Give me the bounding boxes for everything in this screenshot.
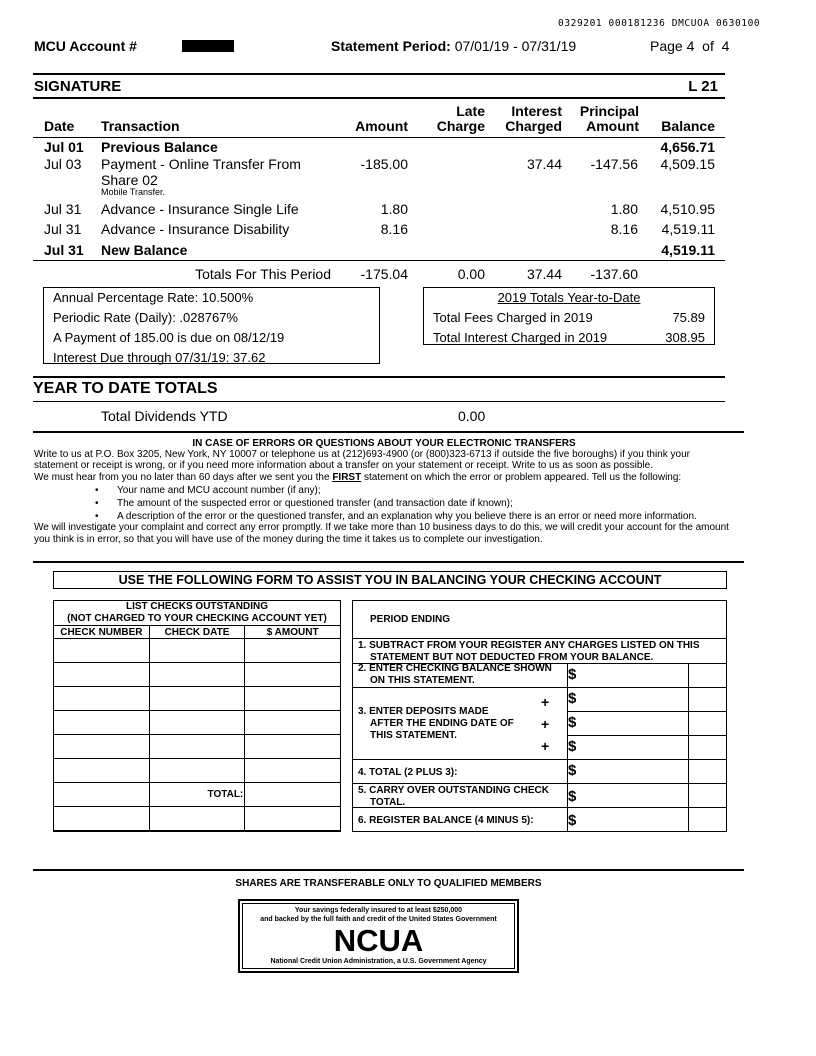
divider	[567, 711, 727, 712]
divider	[33, 137, 725, 138]
divider	[33, 561, 744, 563]
row-interest: 37.44	[526, 156, 562, 172]
row-transaction: Advance - Insurance Disability	[101, 221, 290, 237]
dollar-sign: $	[568, 788, 577, 805]
plus-sign: +	[541, 716, 550, 732]
totals-principal: -137.60	[590, 266, 638, 282]
row-transaction: New Balance	[101, 242, 188, 258]
divider	[352, 687, 567, 688]
divider	[567, 735, 727, 736]
ytd-box-title: 2019 Totals Year-to-Date	[497, 290, 641, 305]
check-number-cell[interactable]	[54, 639, 150, 663]
col-late-1: Late	[456, 103, 485, 119]
ytd-title: YEAR TO DATE TOTALS	[33, 380, 218, 397]
col-late-2: Charge	[436, 118, 485, 134]
dividends-label: Total Dividends YTD	[101, 408, 228, 424]
row-principal: -147.56	[590, 156, 638, 172]
col-interest	[495, 104, 562, 134]
col-balance: Balance	[661, 118, 715, 134]
divider	[352, 759, 727, 760]
divider	[352, 638, 727, 639]
check-date-cell[interactable]	[149, 759, 245, 783]
period-ending-label: PERIOD ENDING	[370, 614, 451, 625]
payment-due: A Payment of 185.00 is due on 08/12/19	[53, 330, 285, 345]
balancing-title: USE THE FOLLOWING FORM TO ASSIST YOU IN BALANCING YOUR CHECKING ACCOUNT	[53, 571, 727, 589]
divider	[33, 376, 725, 378]
totals-amount: -175.04	[360, 266, 408, 282]
first-emphasis: FIRST	[332, 471, 362, 483]
check-amount-cell[interactable]	[245, 807, 341, 831]
checks-title-1: LIST CHECKS OUTSTANDING	[125, 601, 269, 612]
row-balance: 4,510.95	[660, 201, 715, 217]
list-item: • A description of the error or the questioned transfer, and an explanation why you believe there is an error or need more information.	[117, 511, 734, 522]
dollar-sign: $	[568, 666, 577, 683]
ncua-line-2: and backed by the full faith and credit of the United States Government	[260, 916, 497, 923]
step-1	[358, 640, 700, 664]
col-transaction: Transaction	[101, 118, 180, 134]
ncua-badge	[238, 899, 519, 973]
ncua-line-3: National Credit Union Administration, a U.S. Government Agency	[270, 958, 487, 965]
check-date-cell[interactable]	[149, 735, 245, 759]
error-text: We must hear from you no later than 60 days after we sent you the	[34, 471, 333, 483]
col-check-amount: $ AMOUNT	[245, 626, 341, 639]
check-date-cell[interactable]	[149, 663, 245, 687]
check-amount-cell[interactable]	[245, 711, 341, 735]
dollar-sign: $	[568, 738, 577, 755]
error-text: statement on which the error or problem appeared. Tell us the following:	[361, 471, 682, 483]
row-amount: 1.80	[380, 201, 408, 217]
divider	[33, 431, 744, 433]
error-paragraph-3: We will investigate your complaint and correct any error promptly. If we take more than 10 business days to do this, we will credit your account for the amount you think is in error, so that you will have use of the money during the time it takes us to complete our investigation.	[34, 522, 729, 545]
fees-label: Total Fees Charged in 2019	[433, 310, 593, 325]
col-interest-2: Charged	[505, 118, 562, 134]
step-5	[358, 785, 549, 809]
statement-period	[331, 38, 576, 54]
scan-code: 0329201 000181236 DMCUOA 0630100	[558, 18, 761, 29]
plus-sign: +	[541, 694, 550, 710]
check-date-cell[interactable]	[149, 639, 245, 663]
row-transaction-cont: Share 02	[101, 172, 158, 188]
col-check-number: CHECK NUMBER	[54, 626, 150, 639]
dollar-sign: $	[568, 812, 577, 829]
row-balance: 4,509.15	[660, 156, 715, 172]
totals-interest: 37.44	[526, 266, 562, 282]
check-date-cell[interactable]	[149, 711, 245, 735]
col-check-date: CHECK DATE	[149, 626, 245, 639]
check-number-cell[interactable]	[54, 711, 150, 735]
check-number-cell[interactable]	[54, 759, 150, 783]
col-principal-1: Principal	[579, 103, 639, 119]
row-note: Mobile Transfer.	[101, 187, 166, 197]
col-principal	[570, 104, 639, 134]
check-amount-cell[interactable]	[245, 687, 341, 711]
step-1-line-2: STATEMENT BUT NOT DEDUCTED FROM YOUR BALANCE.	[370, 652, 654, 663]
step-3	[358, 706, 514, 742]
totals-late: 0.00	[457, 266, 485, 282]
dollar-sign: $	[568, 714, 577, 731]
row-date: Jul 31	[44, 242, 84, 258]
divider	[352, 783, 727, 784]
step-4: 4. TOTAL (2 PLUS 3):	[358, 767, 458, 778]
step-2-line-2: ON THIS STATEMENT.	[370, 675, 475, 686]
plus-sign: +	[541, 738, 550, 754]
row-date: Jul 03	[44, 156, 82, 172]
row-amount: 8.16	[380, 221, 408, 237]
step-5-line-1: 5. CARRY OVER OUTSTANDING CHECK	[358, 785, 549, 796]
checks-table	[53, 625, 341, 831]
ncua-line-1: Your savings federally insured to at least $250,000	[294, 907, 463, 914]
account-label: MCU Account #	[34, 38, 137, 54]
dollar-sign: $	[568, 762, 577, 779]
step-2-line-1: 2. ENTER CHECKING BALANCE SHOWN	[358, 663, 552, 674]
apr: Annual Percentage Rate: 10.500%	[53, 290, 254, 305]
step-6: 6. REGISTER BALANCE (4 MINUS 5):	[358, 815, 534, 826]
step-2	[358, 663, 552, 687]
check-amount-cell[interactable]	[245, 639, 341, 663]
check-number-cell[interactable]	[54, 663, 150, 687]
account-redaction	[182, 40, 234, 52]
ytd-totals-box	[423, 287, 715, 345]
row-date: Jul 01	[44, 139, 84, 155]
col-principal-2: Amount	[586, 118, 639, 134]
row-transaction: Previous Balance	[101, 139, 218, 155]
row-principal: 8.16	[610, 221, 638, 237]
check-number-cell[interactable]	[54, 687, 150, 711]
dollar-sign: $	[568, 690, 577, 707]
check-number-cell[interactable]	[54, 735, 150, 759]
step-3-line-1: 3. ENTER DEPOSITS MADE	[358, 706, 489, 717]
interest-value: 308.95	[665, 330, 705, 345]
row-date: Jul 31	[44, 201, 82, 217]
checks-title-2: (NOT CHARGED TO YOUR CHECKING ACCOUNT YET)	[67, 613, 327, 624]
section-title: SIGNATURE	[34, 78, 122, 95]
divider	[33, 73, 725, 75]
totals-label: Totals For This Period	[195, 266, 331, 282]
step-1-line-1: 1. SUBTRACT FROM YOUR REGISTER ANY CHARGES LISTED ON THIS	[358, 640, 700, 651]
list-item: • Your name and MCU account number (if any);	[117, 485, 734, 496]
divider	[33, 260, 725, 261]
step-3-line-3: THIS STATEMENT.	[370, 730, 457, 741]
page-number: Page 4 of 4	[650, 38, 730, 54]
col-interest-1: Interest	[511, 103, 562, 119]
error-bullets	[34, 485, 734, 523]
interest-due: Interest Due through 07/31/19: 37.62	[53, 350, 266, 365]
periodic-rate: Periodic Rate (Daily): .028767%	[53, 310, 238, 325]
row-amount: -185.00	[360, 156, 408, 172]
divider	[33, 97, 725, 99]
check-date-cell[interactable]	[149, 687, 245, 711]
list-item: • The amount of the suspected error or questioned transfer (and transaction date if known);	[117, 498, 734, 509]
row-transaction: Advance - Insurance Single Life	[101, 201, 299, 217]
interest-label: Total Interest Charged in 2019	[433, 330, 608, 345]
check-amount-cell[interactable]	[245, 735, 341, 759]
step-5-line-2: TOTAL.	[370, 797, 406, 808]
section-code: L 21	[688, 78, 718, 95]
check-date-cell[interactable]	[149, 807, 245, 831]
divider	[33, 869, 744, 871]
col-amount: Amount	[355, 118, 408, 134]
error-heading: IN CASE OF ERRORS OR QUESTIONS ABOUT YOUR ELECTRONIC TRANSFERS	[192, 438, 576, 449]
error-paragraph-1: Write to us at P.O. Box 3205, New York, NY 10007 or telephone us at (212)693-4900 (or (800)323-6713 if outside the five boroughs) if you think your statement or receipt is wrong, or if you need more information about a transfer on your statement or receipt. Write to us as soon as possible.	[34, 449, 690, 472]
col-late	[420, 104, 485, 134]
row-balance: 4,519.11	[661, 242, 715, 258]
check-number-cell[interactable]	[54, 807, 150, 831]
check-amount-cell[interactable]	[245, 663, 341, 687]
row-balance: 4,656.71	[660, 139, 715, 155]
fees-value: 75.89	[672, 310, 705, 325]
row-transaction: Payment - Online Transfer From	[101, 156, 301, 172]
divider	[567, 687, 727, 688]
shares-notice: SHARES ARE TRANSFERABLE ONLY TO QUALIFIED MEMBERS	[235, 878, 542, 889]
rate-info-box	[43, 287, 380, 364]
period-value: 07/01/19 - 07/31/19	[454, 38, 577, 54]
error-notice	[34, 438, 734, 545]
row-date: Jul 31	[44, 221, 82, 237]
checks-total-cell[interactable]	[245, 783, 341, 807]
row-principal: 1.80	[610, 201, 638, 217]
dividends-value: 0.00	[458, 408, 486, 424]
divider	[33, 401, 725, 402]
check-number-cell	[54, 783, 150, 807]
step-3-line-2: AFTER THE ENDING DATE OF	[370, 718, 514, 729]
ncua-logo: NCUA	[333, 923, 424, 958]
error-paragraph-2	[34, 472, 734, 483]
checks-total-label: TOTAL:	[149, 783, 245, 807]
period-label: Statement Period:	[331, 38, 451, 54]
check-amount-cell[interactable]	[245, 759, 341, 783]
row-balance: 4,519.11	[661, 221, 715, 237]
col-date: Date	[44, 118, 75, 134]
